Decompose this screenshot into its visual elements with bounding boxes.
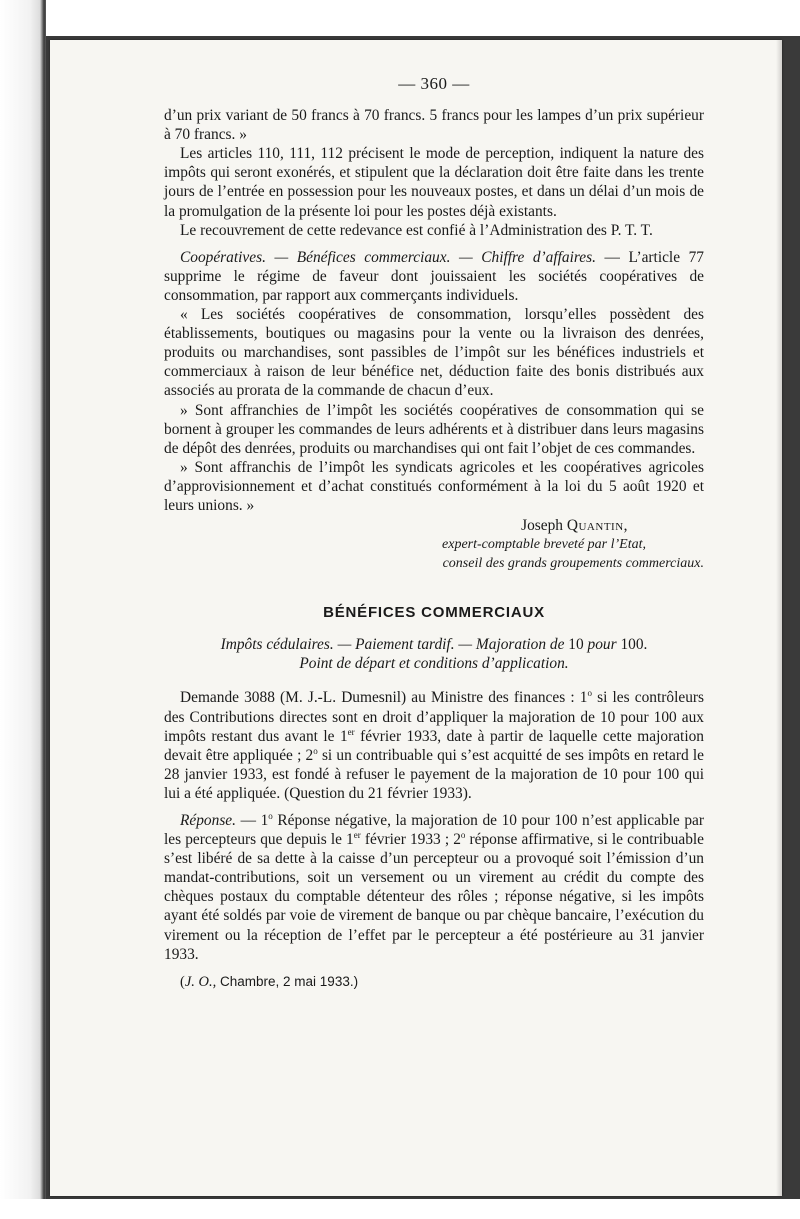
paragraph-continuation: d’un prix variant de 50 francs à 70 francs. 5 francs pour les lampes d’un prix supérieur à 70 francs. » <box>164 107 704 144</box>
cooperatives-heading: Coopératives. — Bénéfices commerciaux. — Chiffre d’affaires. <box>180 248 596 266</box>
signature-affiliation: conseil des grands groupements commerciaux. <box>442 556 704 572</box>
section-subheading <box>164 636 704 673</box>
paragraph-question: Demande 3088 (M. J.-L. Dumesnil) au Ministre des finances : 1$^o$ si les contrôleurs des Contributions directes sont en droit d’appliquer la majoration de 10 pour 100 aux impôts restant dus avant le 1er février 1933, date à partir de laquelle cette majoration devait être appliquée ; 2$^o$ si un contribuable qui s’est acquitté de ses impôts en retard le 28 janvier 1933, est fondé à refuser le payement de la majoration de 10 pour 100 qui lui a été appliquée. (Question du 21 février 1933). <box>164 688 705 802</box>
scan-border-top <box>0 0 800 36</box>
page-content <box>164 74 704 992</box>
paragraph-reply: Réponse. — 1$^o$ Réponse négative, la majoration de 10 pour 100 n’est applicable par les percepteurs que depuis le 1er février 1933 ; 2$^o$ réponse affirmative, si le contribuable s’est libéré de sa dette à la caisse d’un percepteur ou a provoqué soit l’émission d’un mandat-contributions, soit un versement ou un virement au crédit du compte des chèques postaux du comptable détenteur des rôles ; réponse négative, si les impôts ayant été soldés par voie de virement de banque ou par chèque bancaire, l’exécution du virement ou la réception de l’effet par le percepteur a été postérieure au 31 janvier 1933. <box>164 810 705 963</box>
cooperatives-text: — L’article 77 supprime le régime de faveur dont jouissaient les sociétés coopératives de consommation, par rapport aux commerçants individuels. <box>164 248 704 304</box>
page-number: — 360 — <box>398 74 470 93</box>
subheading-line-1: Impôts cédulaires. — Paiement tardif. — Majoration de 10 pour 100. <box>220 636 648 654</box>
source-reference: (J. O., Chambre, 2 mai 1933.) <box>180 973 359 990</box>
paragraph-quote-1: « Les sociétés coopératives de consommation, lorsqu’elles possèdent des établissements, boutiques ou magasins pour la vente ou la livraison des denrées, produits ou marchandises, sont passibles de l’impôt sur les bénéfices industriels et commerciaux à raison de leur bénéfice net, déduction faite des bonis distribués aux associés au prorata de la commande de chacun d’eux. <box>164 306 704 400</box>
scan-border-bottom <box>0 1199 800 1219</box>
paragraph-quote-3: » Sont affranchis de l’impôt les syndicats agricoles et les coopératives agricoles d’approvisionnement et d’achat constitués conformément à la loi du 5 août 1920 et leurs unions. » <box>164 458 704 514</box>
signature-block <box>164 516 704 573</box>
subheading-line-2: Point de départ et conditions d’application. <box>299 654 569 672</box>
paragraph-cooperatives <box>164 248 704 305</box>
source-journal: J. O., <box>184 973 217 990</box>
document-page <box>50 40 782 1196</box>
paragraph-articles: Les articles 110, 111, 112 précisent le mode de perception, indiquent la nature des impôts qui seront exonérés, et stipulent que la déclaration doit être faite dans les trente jours de l’entrée en possession pour les nouveaux postes, et dans un délai d’un mois de la promulgation de la présente loi pour les postes déjà existants. <box>164 145 704 220</box>
scan-border-left <box>0 0 46 1219</box>
paragraph-recouvrement: Le recouvrement de cette redevance est confié à l’Administration des P. T. T. <box>180 221 653 239</box>
paragraph-quote-2: » Sont affranchies de l’impôt les sociétés coopératives de consommation qui se bornent à grouper les commandes de leurs adhérents et à distribuer dans leurs magasins de dépôt des denrées, produits ou marchandises qui ont fait l’objet de ces commandes. <box>164 401 704 457</box>
signature-name: Joseph Quantin, <box>521 517 628 535</box>
page-shadow <box>776 40 782 1196</box>
signature-surname: Quantin, <box>566 517 628 535</box>
section-title: BÉNÉFICES COMMERCIAUX <box>323 604 545 622</box>
reply-heading: Réponse. <box>180 812 236 829</box>
signature-title: expert-comptable breveté par l’Etat, <box>442 537 646 553</box>
